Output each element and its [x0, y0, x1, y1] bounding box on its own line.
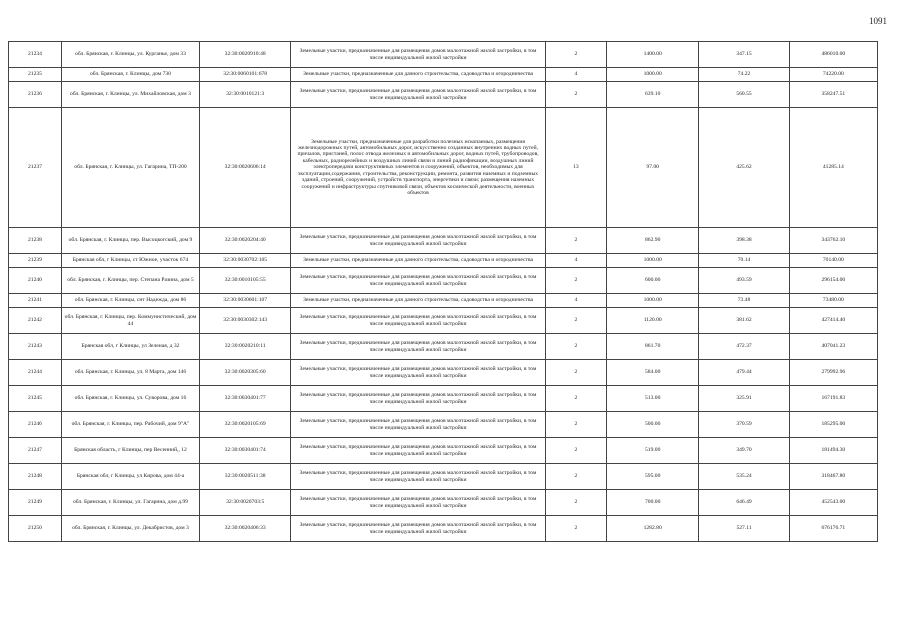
table-row — [9, 516, 878, 542]
group-code-cell — [545, 254, 606, 268]
address-cell — [61, 268, 199, 294]
cadastral-value: 452543.00 — [821, 499, 846, 506]
area-cell — [606, 68, 698, 82]
specific-value: 535.24 — [736, 473, 752, 480]
group-code-cell — [545, 516, 606, 542]
land-use-cell — [291, 268, 545, 294]
specific-value: 479.44 — [736, 369, 752, 376]
row-id-cell — [9, 360, 62, 386]
row-id-cell — [9, 516, 62, 542]
cadastral-value: 486010.00 — [821, 51, 846, 58]
cadastral-value: 185295.00 — [821, 421, 846, 428]
rate-cell — [699, 268, 789, 294]
land-use-cell — [291, 108, 545, 228]
address-cell — [61, 412, 199, 438]
cadastral-cell — [200, 42, 291, 68]
address: обл. Брянская, г. Клинцы, пер. Коммунистический, дом 44 — [64, 314, 197, 327]
land-use-cell — [291, 42, 545, 68]
row-id-cell — [9, 308, 62, 334]
group-code: 2 — [574, 499, 578, 506]
area: 1000.00 — [643, 71, 662, 78]
land-use: Земельные участки, предназначенные для размещения домов малоэтажной жилой застройки, в том числе индивидуальной жилой застройки — [299, 274, 537, 287]
specific-value: 347.15 — [736, 51, 752, 58]
area-cell — [606, 294, 698, 308]
value-cell — [789, 516, 877, 542]
value-cell — [789, 334, 877, 360]
cadastral-cell — [200, 294, 291, 308]
cadastral-number: 32:30:0030401:77 — [224, 395, 266, 402]
group-code: 2 — [574, 369, 578, 376]
land-use: Земельные участки, предназначенные для разработки полезных ископаемых, размещения железнодорожных путей, автомобильных дорог, искусственно созданных внутренних водных путей, причалов, пристаней, полос отвода железных и автомобильных дорог, водных путей, трубопроводов, кабельных, радиорелейных и воздушных линий связи и линий радиофикации, воздушных линий электропередачи конструктивных элементов и сооружений, объектов, необходимых для эксплуатации,содержания, строительства, реконструкции, ремонта, развития наземных и подземных зданий, строений, сооружений, устройств транспорта, энергетики и связи; размещения наземных сооружений и инфраструктуры спутниковой связи, объектов космической деятельности, военных объектов — [297, 138, 539, 196]
area: 1000.00 — [643, 257, 662, 264]
row-id-cell — [9, 464, 62, 490]
specific-value: 493.59 — [736, 277, 752, 284]
table-row — [9, 334, 878, 360]
table-row — [9, 464, 878, 490]
value-cell — [789, 42, 877, 68]
cadastral-value: 70140.00 — [822, 257, 844, 264]
land-use: Земельные участки, предназначенные для размещения домов малоэтажной жилой застройки, в том числе индивидуальной жилой застройки — [299, 340, 537, 353]
group-code: 4 — [574, 257, 578, 264]
group-code-cell — [545, 490, 606, 516]
address-cell — [61, 464, 199, 490]
specific-value: 349.70 — [736, 447, 752, 454]
value-cell — [789, 108, 877, 228]
group-code: 13 — [573, 164, 579, 171]
area-cell — [606, 82, 698, 108]
cadastral-cell — [200, 516, 291, 542]
rate-cell — [699, 334, 789, 360]
rate-cell — [699, 490, 789, 516]
cadastral-cell — [200, 412, 291, 438]
area-cell — [606, 438, 698, 464]
value-cell — [789, 308, 877, 334]
land-use-cell — [291, 386, 545, 412]
land-use: Земельные участки, предназначенные для размещения домов малоэтажной жилой застройки, в том числе индивидуальной жилой застройки — [299, 234, 537, 247]
row-id-cell — [9, 108, 62, 228]
address-cell — [61, 490, 199, 516]
address: обл. Брянская, г. Клинцы, пер. Высоцкогский, дом 9 — [68, 237, 193, 244]
area: 1400.00 — [643, 51, 662, 58]
land-use: Земельные участки, предназначенные для размещения домов малоэтажной жилой застройки, в том числе индивидуальной жилой застройки — [299, 366, 537, 379]
row-id: 21245 — [27, 395, 42, 402]
cadastral-number: 32:30:0020511:38 — [224, 473, 266, 480]
row-id: 21238 — [27, 237, 42, 244]
address: Брянская обл, г Клинцы, ст Южное, участок 674 — [72, 257, 189, 264]
group-code: 2 — [574, 91, 578, 98]
rate-cell — [699, 464, 789, 490]
area: 600.00 — [644, 277, 661, 284]
area-cell — [606, 268, 698, 294]
table-row — [9, 438, 878, 464]
specific-value: 381.62 — [736, 317, 752, 324]
area: 861.70 — [644, 343, 661, 350]
cadastral-number: 32:30:0020210:11 — [224, 343, 266, 350]
land-use-cell — [291, 68, 545, 82]
row-id-cell — [9, 68, 62, 82]
address-cell — [61, 360, 199, 386]
cadastral-number: 32:30:0030302:143 — [223, 317, 268, 324]
address-cell — [61, 334, 199, 360]
address-cell — [61, 82, 199, 108]
cadastral-number: 32:30:0060101:678 — [223, 71, 268, 78]
table-row — [9, 42, 878, 68]
row-id-cell — [9, 254, 62, 268]
specific-value: 325.91 — [736, 395, 752, 402]
cadastral-value: 167191.83 — [821, 395, 846, 402]
address-cell — [61, 254, 199, 268]
address-cell — [61, 294, 199, 308]
land-use-cell — [291, 360, 545, 386]
area-cell — [606, 228, 698, 254]
cadastral-number: 32:30:0020910:48 — [224, 51, 266, 58]
address: обл. Брянская, г. Клинцы, снт Надежда, дом 86 — [74, 297, 187, 304]
cadastral-value: 73480.00 — [822, 297, 844, 304]
area: 513.00 — [644, 395, 661, 402]
land-use-cell — [291, 516, 545, 542]
cadastral-number: 32:30:0020703:5 — [226, 499, 265, 506]
specific-value: 370.59 — [736, 421, 752, 428]
area: 519.00 — [644, 447, 661, 454]
value-cell — [789, 490, 877, 516]
rate-cell — [699, 108, 789, 228]
row-id-cell — [9, 228, 62, 254]
cadastral-value: 318467.80 — [821, 473, 846, 480]
address-cell — [61, 108, 199, 228]
group-code: 4 — [574, 71, 578, 78]
value-cell — [789, 294, 877, 308]
address: обл. Брянская, г. Клинцы, ул. Декабристов, дом 3 — [72, 525, 189, 532]
land-use-cell — [291, 308, 545, 334]
table-row — [9, 268, 878, 294]
cadastral-cell — [200, 464, 291, 490]
cadastral-cell — [200, 438, 291, 464]
value-cell — [789, 254, 877, 268]
address: Брянская обл, г Клинцы, ул Зеленая, д 32 — [81, 343, 180, 350]
rate-cell — [699, 308, 789, 334]
group-code: 2 — [574, 317, 578, 324]
row-id-cell — [9, 386, 62, 412]
area-cell — [606, 386, 698, 412]
address: обл. Брянская, г. Клинцы, пер. Рабочий, дом 9"А" — [71, 421, 190, 428]
address-cell — [61, 68, 199, 82]
land-use: Земельные участки, предназначенные для размещения домов малоэтажной жилой застройки, в том числе индивидуальной жилой застройки — [299, 88, 537, 101]
cadastral-number: 32:30:0010105:55 — [224, 277, 266, 284]
group-code-cell — [545, 386, 606, 412]
specific-value: 472.37 — [736, 343, 752, 350]
specific-value: 73.48 — [737, 297, 751, 304]
address: Брянская обл, г Клинцы, ул Кирова, дом 44-а — [76, 473, 185, 480]
cadastral-cell — [200, 254, 291, 268]
cadastral-value: 296154.00 — [821, 277, 846, 284]
land-use-cell — [291, 294, 545, 308]
area: 1000.00 — [643, 297, 662, 304]
land-use-cell — [291, 334, 545, 360]
table-row — [9, 360, 878, 386]
row-id: 21235 — [27, 71, 42, 78]
group-code: 2 — [574, 447, 578, 454]
cadastral-cell — [200, 334, 291, 360]
area-cell — [606, 516, 698, 542]
cadastral-value: 427414.40 — [821, 317, 846, 324]
rate-cell — [699, 386, 789, 412]
land-use: Земельные участки, предназначенные для размещения домов малоэтажной жилой застройки, в том числе индивидуальной жилой застройки — [299, 392, 537, 405]
area: 862.90 — [644, 237, 661, 244]
row-id-cell — [9, 82, 62, 108]
cadastral-value: 343762.10 — [821, 237, 846, 244]
cadastral-value: 41285.14 — [822, 164, 844, 171]
table-row — [9, 254, 878, 268]
address-cell — [61, 228, 199, 254]
land-use: Земельные участки, предназначенные для размещения домов малоэтажной жилой застройки, в том числе индивидуальной жилой застройки — [299, 418, 537, 431]
group-code: 2 — [574, 51, 578, 58]
area: 1282.80 — [643, 525, 662, 532]
group-code: 2 — [574, 421, 578, 428]
value-cell — [789, 386, 877, 412]
address-cell — [61, 438, 199, 464]
row-id: 21237 — [27, 164, 42, 171]
cadastral-number: 32:30:0020305:60 — [224, 369, 266, 376]
table-row — [9, 308, 878, 334]
table-row — [9, 68, 878, 82]
specific-value: 560.55 — [736, 91, 752, 98]
land-use-cell — [291, 82, 545, 108]
area-cell — [606, 42, 698, 68]
land-use-cell — [291, 254, 545, 268]
cadastral-cell — [200, 360, 291, 386]
address: обл. Брянская, г. Клинцы, ул. Гагарина, ТП-200 — [74, 164, 187, 171]
group-code-cell — [545, 464, 606, 490]
value-cell — [789, 228, 877, 254]
cadastral-cell — [200, 108, 291, 228]
cadastral-value: 181494.30 — [821, 447, 846, 454]
land-use: Земельные участки, предназначенные для дачного строительства, садоводства и огородничества — [303, 257, 534, 264]
cadastral-number: 32:30:0010121:3 — [226, 91, 265, 98]
cadastral-cell — [200, 490, 291, 516]
group-code: 2 — [574, 343, 578, 350]
land-use-cell — [291, 438, 545, 464]
row-id: 21249 — [27, 499, 42, 506]
cadastral-number: 32:30:0020204:40 — [224, 237, 266, 244]
page-number: 1091 — [869, 16, 887, 26]
table-row — [9, 108, 878, 228]
cadastral-number: 32:30:0020406:33 — [224, 525, 266, 532]
area-cell — [606, 360, 698, 386]
table-row — [9, 228, 878, 254]
land-use: Земельные участки, предназначенные для размещения домов малоэтажной жилой застройки, в том числе индивидуальной жилой застройки — [299, 522, 537, 535]
land-use: Земельные участки, предназначенные для дачного строительства, садоводства и огородничества — [303, 71, 534, 78]
value-cell — [789, 464, 877, 490]
specific-value: 527.11 — [736, 525, 752, 532]
cadastral-number: 32:30:0030702:105 — [223, 257, 268, 264]
address: обл. Брянская, г. Клинцы, ул. Курганье, дом 33 — [75, 51, 186, 58]
row-id-cell — [9, 268, 62, 294]
table-row — [9, 386, 878, 412]
land-use-cell — [291, 464, 545, 490]
row-id: 21247 — [27, 447, 42, 454]
row-id-cell — [9, 490, 62, 516]
group-code-cell — [545, 438, 606, 464]
rate-cell — [699, 360, 789, 386]
address: обл. Брянская, г. Клинцы, ул. Михайловская, дом 3 — [70, 91, 191, 98]
group-code-cell — [545, 42, 606, 68]
area: 584.00 — [644, 369, 661, 376]
land-use: Земельные участки, предназначенные для размещения домов малоэтажной жилой застройки, в том числе индивидуальной жилой застройки — [299, 444, 537, 457]
row-id: 21250 — [27, 525, 42, 532]
table-body — [9, 42, 878, 542]
address-cell — [61, 308, 199, 334]
row-id-cell — [9, 294, 62, 308]
area-cell — [606, 254, 698, 268]
group-code-cell — [545, 334, 606, 360]
address-cell — [61, 42, 199, 68]
row-id-cell — [9, 42, 62, 68]
rate-cell — [699, 438, 789, 464]
address: обл. Брянская, г. Клинцы, ул. 8 Марта, дом 146 — [74, 369, 187, 376]
area-cell — [606, 308, 698, 334]
value-cell — [789, 438, 877, 464]
area: 97.00 — [646, 164, 659, 171]
specific-value: 646.49 — [736, 499, 752, 506]
row-id: 21242 — [27, 317, 42, 324]
land-use-cell — [291, 228, 545, 254]
value-cell — [789, 68, 877, 82]
group-code: 2 — [574, 277, 578, 284]
specific-value: 425.62 — [736, 164, 752, 171]
address: Брянская область, г Клинцы, пер Весенний,, 12 — [74, 447, 187, 454]
row-id: 21246 — [27, 421, 42, 428]
table-row — [9, 82, 878, 108]
cadastral-value: 358247.51 — [821, 91, 846, 98]
group-code-cell — [545, 228, 606, 254]
row-id: 21239 — [27, 257, 42, 264]
group-code-cell — [545, 412, 606, 438]
cadastral-value: 676176.71 — [821, 525, 846, 532]
row-id: 21241 — [27, 297, 42, 304]
value-cell — [789, 82, 877, 108]
area-cell — [606, 464, 698, 490]
group-code-cell — [545, 82, 606, 108]
area: 639.10 — [644, 91, 661, 98]
row-id: 21243 — [27, 343, 42, 350]
group-code-cell — [545, 108, 606, 228]
group-code: 2 — [574, 525, 578, 532]
cadastral-number: 32:30:0020606:14 — [224, 164, 266, 171]
cadastral-number: 32:30:0030401:74 — [224, 447, 266, 454]
address: обл. Брянская, г. Клинцы, ул. Суворова, дом 16 — [74, 395, 187, 402]
table-row — [9, 412, 878, 438]
rate-cell — [699, 254, 789, 268]
rate-cell — [699, 68, 789, 82]
area-cell — [606, 490, 698, 516]
cadastral-cell — [200, 308, 291, 334]
row-id: 21240 — [27, 277, 42, 284]
cadastral-cell — [200, 386, 291, 412]
row-id: 21234 — [27, 51, 42, 58]
group-code-cell — [545, 294, 606, 308]
rate-cell — [699, 412, 789, 438]
cadastral-cell — [200, 228, 291, 254]
land-registry-table — [8, 41, 878, 542]
rate-cell — [699, 228, 789, 254]
row-id-cell — [9, 334, 62, 360]
specific-value: 74.22 — [737, 71, 751, 78]
cadastral-cell — [200, 82, 291, 108]
row-id-cell — [9, 412, 62, 438]
rate-cell — [699, 82, 789, 108]
value-cell — [789, 360, 877, 386]
area-cell — [606, 412, 698, 438]
row-id: 21248 — [27, 473, 42, 480]
area-cell — [606, 108, 698, 228]
address: обл. Брянская, г. Клинцы, ул. Гагарина, дом д.99 — [72, 499, 188, 506]
group-code-cell — [545, 68, 606, 82]
land-use: Земельные участки, предназначенные для размещения домов малоэтажной жилой застройки, в том числе индивидуальной жилой застройки — [299, 496, 537, 509]
group-code: 2 — [574, 237, 578, 244]
row-id: 21236 — [27, 91, 42, 98]
cadastral-value: 407041.23 — [821, 343, 846, 350]
group-code-cell — [545, 308, 606, 334]
value-cell — [789, 412, 877, 438]
land-use: Земельные участки, предназначенные для дачного строительства, садоводства и огородничества — [303, 297, 534, 304]
group-code: 4 — [574, 297, 578, 304]
land-use: Земельные участки, предназначенные для размещения домов малоэтажной жилой застройки, в том числе индивидуальной жилой застройки — [299, 314, 537, 327]
group-code: 2 — [574, 473, 578, 480]
address-cell — [61, 386, 199, 412]
area: 500.00 — [644, 421, 661, 428]
specific-value: 398.38 — [736, 237, 752, 244]
area: 700.00 — [644, 499, 661, 506]
group-code: 2 — [574, 395, 578, 402]
address: обл. Брянская, г. Клинцы, дом 730 — [89, 71, 171, 78]
group-code-cell — [545, 268, 606, 294]
value-cell — [789, 268, 877, 294]
rate-cell — [699, 516, 789, 542]
table-row — [9, 490, 878, 516]
cadastral-value: 74220.00 — [822, 71, 844, 78]
table-row — [9, 294, 878, 308]
rate-cell — [699, 294, 789, 308]
land-use-cell — [291, 490, 545, 516]
area: 1120.00 — [643, 317, 662, 324]
area-cell — [606, 334, 698, 360]
land-use-cell — [291, 412, 545, 438]
cadastral-cell — [200, 268, 291, 294]
land-use: Земельные участки, предназначенные для размещения домов малоэтажной жилой застройки, в том числе индивидуальной жилой застройки — [299, 470, 537, 483]
specific-value: 70.14 — [737, 257, 751, 264]
address: обл. Брянская, г. Клинцы, пер. Степана Разина, дом 5 — [67, 277, 194, 284]
row-id: 21244 — [27, 369, 42, 376]
area: 595.00 — [644, 473, 661, 480]
rate-cell — [699, 42, 789, 68]
cadastral-value: 279992.96 — [821, 369, 846, 376]
land-use: Земельные участки, предназначенные для размещения домов малоэтажной жилой застройки, в том числе индивидуальной жилой застройки — [299, 48, 537, 61]
cadastral-cell — [200, 68, 291, 82]
cadastral-number: 32:30:0030601:107 — [223, 297, 268, 304]
cadastral-number: 32:30:0020105:69 — [224, 421, 266, 428]
address-cell — [61, 516, 199, 542]
group-code-cell — [545, 360, 606, 386]
row-id-cell — [9, 438, 62, 464]
